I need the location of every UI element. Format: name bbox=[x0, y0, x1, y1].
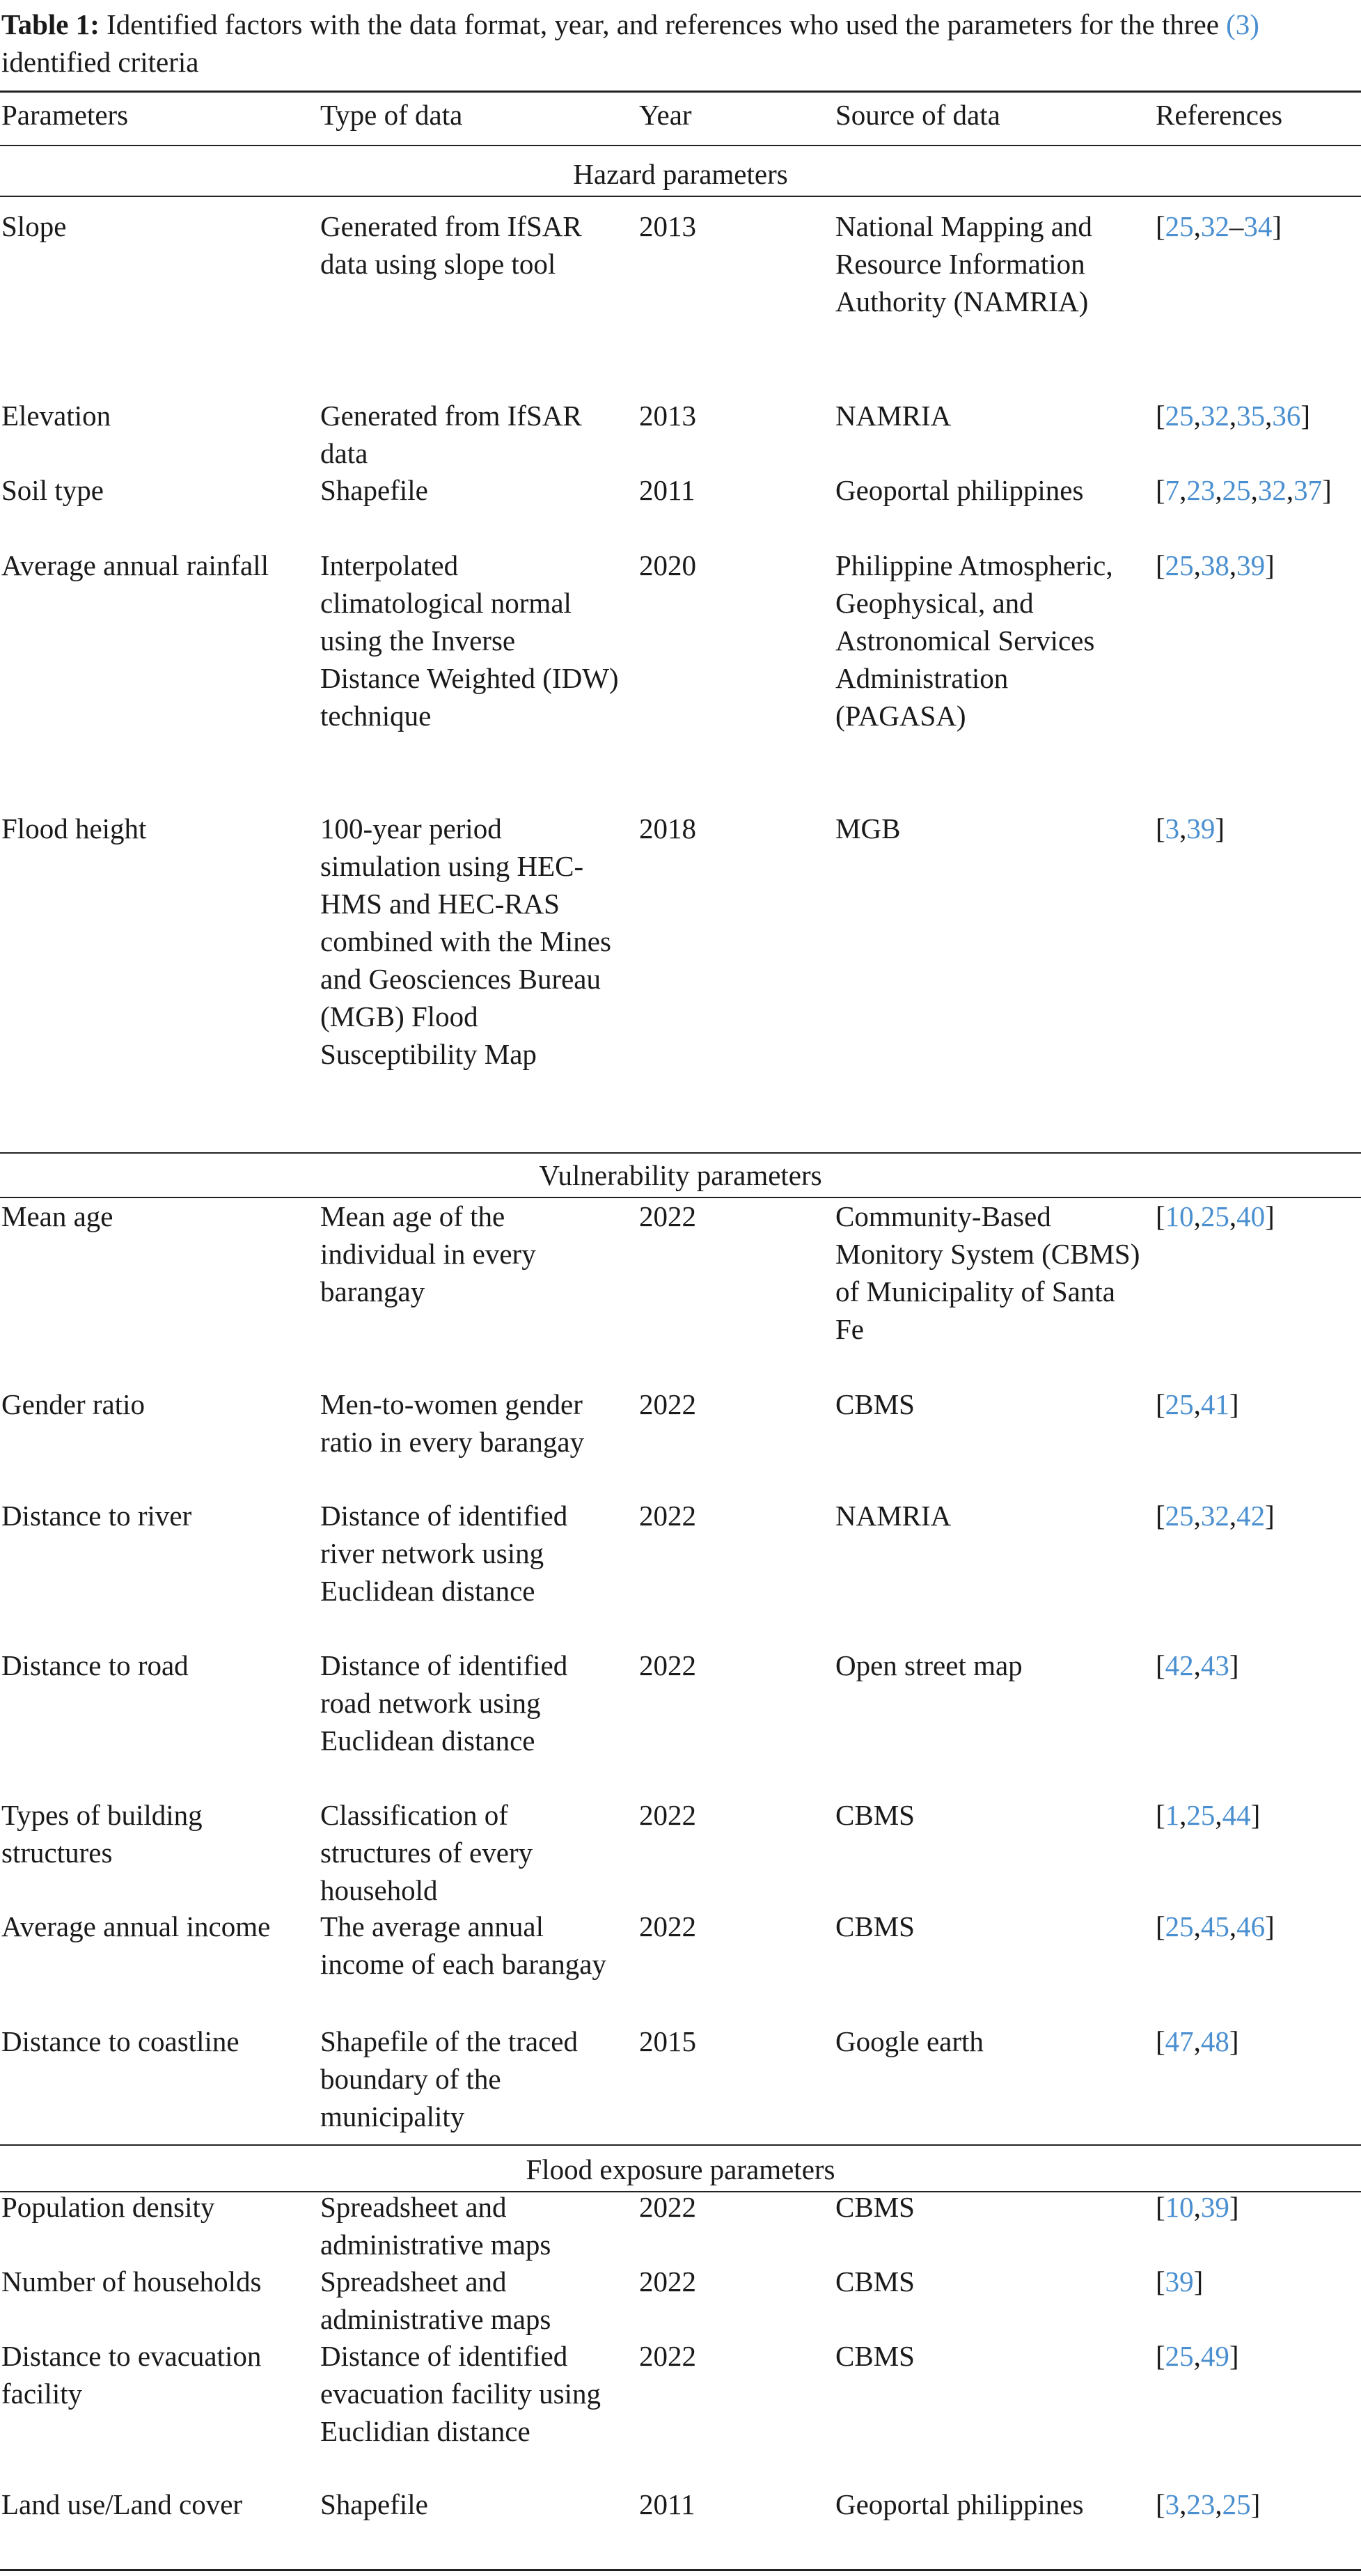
reference-link[interactable]: 41 bbox=[1200, 1388, 1229, 1420]
caption-text-after: identified criteria bbox=[1, 46, 199, 78]
cell-parameter: Distance to river bbox=[1, 1500, 192, 1532]
cell-parameter: Gender ratio bbox=[1, 1388, 145, 1420]
ref-bracket-close: ] bbox=[1229, 2025, 1239, 2057]
cell-year: 2013 bbox=[639, 400, 696, 432]
cell-source: CBMS bbox=[835, 1388, 915, 1420]
header-source: Source of data bbox=[835, 99, 1000, 131]
ref-bracket-close: ] bbox=[1265, 1910, 1275, 1942]
ref-bracket-open: [ bbox=[1156, 1200, 1165, 1232]
ref-separator: , bbox=[1179, 474, 1187, 506]
ref-separator: – bbox=[1229, 210, 1244, 242]
reference-link[interactable]: 40 bbox=[1236, 1200, 1266, 1232]
ref-bracket-open: [ bbox=[1156, 474, 1165, 506]
cell-year: 2022 bbox=[639, 2340, 696, 2372]
cell-data-type: Men-to-women gender ratio in every barangay bbox=[320, 1388, 585, 1458]
reference-link[interactable]: 3 bbox=[1165, 2488, 1180, 2520]
ref-separator: , bbox=[1229, 1500, 1237, 1532]
ref-bracket-open: [ bbox=[1156, 1910, 1165, 1942]
reference-link[interactable]: 25 bbox=[1186, 1799, 1216, 1831]
cell-parameter: Flood height bbox=[1, 812, 147, 845]
ref-separator: , bbox=[1193, 1388, 1201, 1420]
section-title-rule bbox=[0, 196, 1361, 197]
cell-source: Community-Based Monitory System (CBMS) of Municipality of Santa Fe bbox=[835, 1200, 1140, 1345]
reference-link[interactable]: 45 bbox=[1200, 1910, 1229, 1942]
reference-link[interactable]: 32 bbox=[1200, 400, 1229, 432]
reference-link[interactable]: 47 bbox=[1165, 2025, 1194, 2057]
ref-bracket-close: ] bbox=[1250, 2488, 1261, 2520]
cell-data-type: Generated from IfSAR data bbox=[320, 400, 582, 469]
reference-link[interactable]: 25 bbox=[1222, 474, 1251, 506]
ref-bracket-close: ] bbox=[1322, 474, 1332, 506]
reference-link[interactable]: 25 bbox=[1165, 400, 1194, 432]
ref-separator: , bbox=[1193, 1200, 1201, 1232]
reference-link[interactable]: 1 bbox=[1165, 1799, 1180, 1831]
caption-link[interactable]: (3) bbox=[1226, 8, 1259, 40]
table-bottom-rule bbox=[0, 2569, 1361, 2571]
cell-source: Geoportal philippines bbox=[835, 474, 1084, 506]
ref-bracket-open: [ bbox=[1156, 1388, 1165, 1420]
ref-bracket-open: [ bbox=[1156, 2488, 1165, 2520]
cell-data-type: Shapefile bbox=[320, 474, 428, 506]
ref-bracket-open: [ bbox=[1156, 1799, 1165, 1831]
reference-link[interactable]: 25 bbox=[1165, 549, 1194, 581]
cell-references bbox=[1156, 2485, 1361, 2523]
cell-source: CBMS bbox=[835, 2265, 915, 2298]
ref-bracket-open: [ bbox=[1156, 2340, 1165, 2372]
cell-source: NAMRIA bbox=[835, 400, 952, 432]
cell-parameter: Population density bbox=[1, 2191, 215, 2223]
cell-references bbox=[1156, 207, 1361, 245]
reference-link[interactable]: 34 bbox=[1243, 210, 1273, 242]
cell-references bbox=[1156, 471, 1361, 509]
cell-source: National Mapping and Resource Information Authority (NAMRIA) bbox=[835, 210, 1092, 317]
cell-parameter: Distance to coastline bbox=[1, 2025, 239, 2057]
cell-references bbox=[1156, 2023, 1361, 2060]
cell-data-type: Distance of identified evacuation facility using Euclidian distance bbox=[320, 2340, 601, 2447]
cell-year: 2018 bbox=[639, 812, 696, 845]
cell-parameter: Elevation bbox=[1, 400, 111, 432]
table-caption bbox=[1, 6, 1355, 81]
ref-bracket-open: [ bbox=[1156, 2025, 1165, 2057]
reference-link[interactable]: 49 bbox=[1200, 2340, 1229, 2372]
cell-data-type: 100-year period simulation using HEC-HMS and HEC-RAS combined with the Mines and Geosciences Bureau (MGB) Flood Susceptibility Map bbox=[320, 812, 611, 1070]
ref-separator: , bbox=[1229, 549, 1237, 581]
ref-separator: , bbox=[1250, 474, 1258, 506]
cell-data-type: Generated from IfSAR data using slope tool bbox=[320, 210, 582, 280]
ref-separator: , bbox=[1193, 1649, 1201, 1681]
section-title: Flood exposure parameters bbox=[526, 2153, 835, 2185]
reference-link[interactable]: 46 bbox=[1236, 1910, 1266, 1942]
reference-link[interactable]: 25 bbox=[1165, 1388, 1194, 1420]
reference-link[interactable]: 42 bbox=[1165, 1649, 1194, 1681]
ref-bracket-close: ] bbox=[1265, 549, 1275, 581]
cell-references bbox=[1156, 810, 1361, 847]
cell-source: Philippine Atmospheric, Geophysical, and Astronomical Services Administration (PAGASA) bbox=[835, 549, 1113, 732]
ref-bracket-close: ] bbox=[1215, 812, 1225, 845]
reference-link[interactable]: 32 bbox=[1200, 210, 1229, 242]
cell-parameter: Soil type bbox=[1, 474, 104, 506]
reference-link[interactable]: 32 bbox=[1257, 474, 1287, 506]
ref-bracket-close: ] bbox=[1300, 400, 1311, 432]
ref-separator: , bbox=[1215, 1799, 1222, 1831]
reference-link[interactable]: 25 bbox=[1165, 1500, 1194, 1532]
cell-source: CBMS bbox=[835, 1799, 915, 1831]
section-top-rule bbox=[0, 1152, 1361, 1154]
cell-data-type: The average annual income of each barangay bbox=[320, 1910, 606, 1980]
cell-parameter: Distance to road bbox=[1, 1649, 189, 1681]
ref-separator: , bbox=[1179, 2488, 1187, 2520]
reference-link[interactable]: 7 bbox=[1165, 474, 1180, 506]
reference-link[interactable]: 23 bbox=[1186, 2488, 1216, 2520]
cell-data-type: Shapefile of the traced boundary of the municipality bbox=[320, 2025, 578, 2133]
reference-link[interactable]: 10 bbox=[1165, 1200, 1194, 1232]
ref-separator: , bbox=[1193, 2191, 1201, 2223]
cell-year: 2022 bbox=[639, 1388, 696, 1420]
ref-separator: , bbox=[1179, 1799, 1187, 1831]
ref-separator: , bbox=[1229, 1200, 1237, 1232]
section-title: Vulnerability parameters bbox=[539, 1159, 822, 1191]
cell-references bbox=[1156, 1647, 1361, 1684]
header-year: Year bbox=[639, 99, 692, 131]
ref-separator: , bbox=[1193, 210, 1201, 242]
reference-link[interactable]: 44 bbox=[1222, 1799, 1251, 1831]
cell-year: 2022 bbox=[639, 2265, 696, 2298]
cell-year: 2022 bbox=[639, 1910, 696, 1942]
reference-link[interactable]: 39 bbox=[1200, 2191, 1229, 2223]
cell-references bbox=[1156, 1385, 1361, 1423]
section-top-rule bbox=[0, 2144, 1361, 2146]
cell-parameter: Number of households bbox=[1, 2265, 262, 2298]
header-rule bbox=[0, 145, 1361, 146]
cell-data-type: Distance of identified road network using Euclidean distance bbox=[320, 1649, 568, 1757]
reference-link[interactable]: 25 bbox=[1222, 2488, 1251, 2520]
ref-bracket-close: ] bbox=[1250, 1799, 1261, 1831]
ref-bracket-open: [ bbox=[1156, 812, 1165, 845]
cell-references bbox=[1156, 547, 1361, 584]
ref-separator: , bbox=[1215, 2488, 1222, 2520]
cell-references bbox=[1156, 2263, 1361, 2300]
reference-link[interactable]: 32 bbox=[1200, 1500, 1229, 1532]
reference-link[interactable]: 25 bbox=[1165, 2340, 1194, 2372]
cell-year: 2022 bbox=[639, 1799, 696, 1831]
cell-parameter: Types of building structures bbox=[1, 1799, 203, 1869]
ref-bracket-open: [ bbox=[1156, 2265, 1165, 2298]
cell-references bbox=[1156, 2337, 1361, 2375]
ref-separator: , bbox=[1179, 812, 1187, 845]
cell-source: CBMS bbox=[835, 2191, 915, 2223]
reference-link[interactable]: 42 bbox=[1236, 1500, 1266, 1532]
cell-references bbox=[1156, 1796, 1361, 1834]
reference-link[interactable]: 36 bbox=[1272, 400, 1301, 432]
cell-year: 2011 bbox=[639, 2488, 695, 2520]
cell-data-type: Spreadsheet and administrative maps bbox=[320, 2191, 551, 2261]
cell-source: CBMS bbox=[835, 1910, 915, 1942]
reference-link[interactable]: 25 bbox=[1165, 1910, 1194, 1942]
cell-year: 2013 bbox=[639, 210, 696, 242]
ref-bracket-close: ] bbox=[1229, 1388, 1239, 1420]
cell-source: MGB bbox=[835, 812, 901, 845]
reference-link[interactable]: 10 bbox=[1165, 2191, 1194, 2223]
ref-separator: , bbox=[1229, 400, 1237, 432]
ref-bracket-open: [ bbox=[1156, 210, 1165, 242]
reference-link[interactable]: 25 bbox=[1200, 1200, 1229, 1232]
ref-separator: , bbox=[1193, 1910, 1201, 1942]
ref-separator: , bbox=[1265, 400, 1273, 432]
reference-link[interactable]: 43 bbox=[1200, 1649, 1229, 1681]
ref-bracket-open: [ bbox=[1156, 549, 1165, 581]
reference-link[interactable]: 35 bbox=[1236, 400, 1266, 432]
cell-source: NAMRIA bbox=[835, 1500, 952, 1532]
cell-references bbox=[1156, 397, 1361, 434]
ref-bracket-open: [ bbox=[1156, 1649, 1165, 1681]
reference-link[interactable]: 38 bbox=[1200, 549, 1229, 581]
cell-data-type: Shapefile bbox=[320, 2488, 428, 2520]
header-parameters: Parameters bbox=[1, 99, 129, 131]
cell-data-type: Distance of identified river network using Euclidean distance bbox=[320, 1500, 568, 1607]
ref-separator: , bbox=[1229, 1910, 1237, 1942]
cell-source: Open street map bbox=[835, 1649, 1023, 1681]
ref-bracket-close: ] bbox=[1265, 1200, 1275, 1232]
section-title: Hazard parameters bbox=[573, 158, 788, 190]
ref-separator: , bbox=[1193, 549, 1201, 581]
table-top-rule bbox=[0, 91, 1361, 93]
cell-year: 2011 bbox=[639, 474, 695, 506]
cell-year: 2015 bbox=[639, 2025, 696, 2057]
cell-references bbox=[1156, 1197, 1361, 1235]
cell-source: CBMS bbox=[835, 2340, 915, 2372]
cell-parameter: Slope bbox=[1, 210, 67, 242]
ref-bracket-close: ] bbox=[1193, 2265, 1204, 2298]
cell-parameter: Mean age bbox=[1, 1200, 113, 1232]
cell-references bbox=[1156, 1908, 1361, 1945]
cell-year: 2022 bbox=[639, 1649, 696, 1681]
reference-link[interactable]: 23 bbox=[1186, 474, 1216, 506]
ref-bracket-close: ] bbox=[1229, 2340, 1239, 2372]
ref-separator: , bbox=[1193, 400, 1201, 432]
caption-label: Table 1: bbox=[1, 8, 100, 40]
cell-data-type: Interpolated climatological normal using the Inverse Distance Weighted (IDW) technique bbox=[320, 549, 619, 732]
cell-year: 2020 bbox=[639, 549, 696, 581]
reference-link[interactable]: 48 bbox=[1200, 2025, 1229, 2057]
cell-parameter: Average annual rainfall bbox=[1, 549, 269, 581]
cell-data-type: Mean age of the individual in every barangay bbox=[320, 1200, 536, 1307]
ref-separator: , bbox=[1193, 2340, 1201, 2372]
header-type: Type of data bbox=[320, 99, 463, 131]
cell-year: 2022 bbox=[639, 1500, 696, 1532]
ref-bracket-close: ] bbox=[1272, 210, 1282, 242]
cell-parameter: Distance to evacuation facility bbox=[1, 2340, 262, 2410]
caption-text-before: Identified factors with the data format, year, and references who used the parameters for the three bbox=[99, 8, 1227, 40]
cell-source: Geoportal philippines bbox=[835, 2488, 1084, 2520]
reference-link[interactable]: 39 bbox=[1236, 549, 1266, 581]
cell-parameter: Land use/Land cover bbox=[1, 2488, 243, 2520]
reference-link[interactable]: 25 bbox=[1165, 210, 1194, 242]
header-references: References bbox=[1156, 99, 1283, 131]
cell-references bbox=[1156, 2188, 1361, 2226]
ref-bracket-close: ] bbox=[1229, 2191, 1239, 2223]
ref-separator: , bbox=[1215, 474, 1222, 506]
ref-separator: , bbox=[1193, 2025, 1201, 2057]
ref-bracket-open: [ bbox=[1156, 1500, 1165, 1532]
cell-source: Google earth bbox=[835, 2025, 984, 2057]
ref-separator: , bbox=[1193, 1500, 1201, 1532]
ref-bracket-close: ] bbox=[1265, 1500, 1275, 1532]
cell-data-type: Classification of structures of every household bbox=[320, 1799, 533, 1906]
cell-year: 2022 bbox=[639, 1200, 696, 1232]
reference-link[interactable]: 39 bbox=[1186, 812, 1216, 845]
ref-bracket-close: ] bbox=[1229, 1649, 1239, 1681]
ref-bracket-open: [ bbox=[1156, 2191, 1165, 2223]
cell-year: 2022 bbox=[639, 2191, 696, 2223]
reference-link[interactable]: 3 bbox=[1165, 812, 1180, 845]
reference-link[interactable]: 39 bbox=[1165, 2265, 1194, 2298]
cell-data-type: Spreadsheet and administrative maps bbox=[320, 2265, 551, 2335]
reference-link[interactable]: 37 bbox=[1293, 474, 1323, 506]
ref-separator: , bbox=[1286, 474, 1294, 506]
ref-bracket-open: [ bbox=[1156, 400, 1165, 432]
cell-references bbox=[1156, 1497, 1361, 1534]
cell-parameter: Average annual income bbox=[1, 1910, 271, 1942]
